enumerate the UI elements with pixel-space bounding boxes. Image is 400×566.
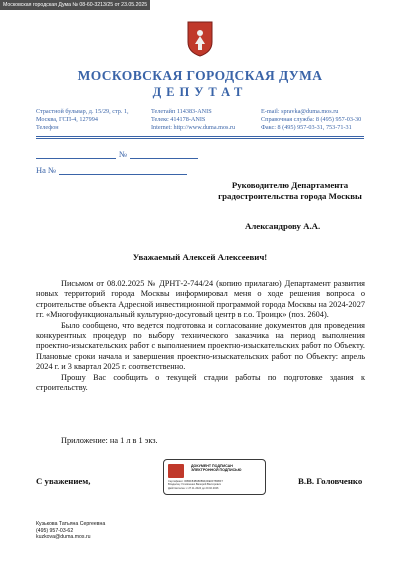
registration-stamp: Московская городская Дума № 08-60-3213/25 от 23.05.2025 xyxy=(0,0,150,10)
executor-phone: (495) 957-03-62 xyxy=(36,527,74,534)
contact-line: Справочная служба: 8 (495) 957-03-30 xyxy=(261,116,362,124)
outgoing-number-field xyxy=(36,149,198,159)
salutation: Уважаемый Алексей Алексеевич! xyxy=(132,252,268,262)
moscow-coat-of-arms-icon xyxy=(186,20,214,58)
address-line: Москва, ГСП-4, 127994 xyxy=(36,116,98,124)
contact-line: Факс: 8 (495) 957-03-31, 753-71-31 xyxy=(261,124,352,132)
electronic-signature-stamp xyxy=(163,459,266,495)
contact-line: E-mail: spravka@duma.mos.ru xyxy=(261,108,339,115)
telegraph-block xyxy=(151,108,235,133)
addressee-title: Руководителю Департамента градостроительства города Москвы xyxy=(218,180,362,201)
letter-body xyxy=(36,279,365,393)
number-sign: № xyxy=(119,149,128,159)
address-block xyxy=(36,108,129,133)
attachment-note: Приложение: на 1 л в 1 экз. xyxy=(61,436,158,445)
na-label: На № xyxy=(36,165,57,175)
address-line: Страстной бульвар, д. 15/29, стр. 1, xyxy=(36,108,129,115)
header-divider-thin xyxy=(36,138,364,139)
contacts-block xyxy=(261,108,361,133)
executor-name: Кузькова Татьяна Сергеевна xyxy=(36,521,106,527)
body-paragraph: Прошу Вас сообщить о текущей стадии работы по подготовке здания к строительству. xyxy=(36,372,365,393)
address-line: Телефон xyxy=(36,124,59,132)
org-name: МОСКОВСКАЯ ГОРОДСКАЯ ДУМА xyxy=(77,68,323,83)
org-subtitle: ДЕПУТАТ xyxy=(152,85,248,99)
telegraph-line: Телетайп 114383-ANIS xyxy=(151,108,212,115)
executor-block xyxy=(36,521,105,541)
moscow-emblem-icon xyxy=(168,464,184,478)
body-paragraph: Письмом от 08.02.2025 № ДРНТ-2-744/24 (копию прилагаю) Департамент развития новых территорий города Москвы информировал меня о ходе решения вопроса о строительстве объекта Адресной инвестиционной программой города Москвы на 2024-2027 гг. «Многофункциональный культурно-досуговый центр в г.о. Троицк» (поз. 2604). xyxy=(36,279,365,320)
closing-phrase: С уважением, xyxy=(36,476,91,486)
incoming-number-field xyxy=(36,165,187,175)
signer-name: В.В. Головченко xyxy=(298,476,363,486)
telegraph-line: Internet: http://www.duma.mos.ru xyxy=(151,124,236,132)
esign-info: Сертификат: 00B0F84B980B9F2DE0F7B0BF7 Владелец: Головченко Валерий Викторович Действителен: с 27.11.2024 до 20.02.2026 xyxy=(168,480,223,490)
executor-email: kuzkova@duma.mos.ru xyxy=(36,534,91,541)
body-paragraph: Было сообщено, что ведется подготовка и согласование документов для проведения конкурентных процедур по выбору технического заказчика на период выполнения проектно-изыскательских работ с выполнением проектно-изыскательских работ по Объекту. Плановые сроки начала и завершения проектно-изыскательских работ по Объекту: апрель 2024 г. и 3 квартал 2025 г. соответственно. xyxy=(36,320,365,372)
esign-title: ДОКУМЕНТ ПОДПИСАН ЭЛЕКТРОННОЙ ПОДПИСЬЮ xyxy=(191,464,242,473)
header-divider xyxy=(36,136,364,137)
addressee-name: Александрову А.А. xyxy=(245,221,321,231)
telegraph-line: Телекс 414178-ANIS xyxy=(151,116,206,124)
